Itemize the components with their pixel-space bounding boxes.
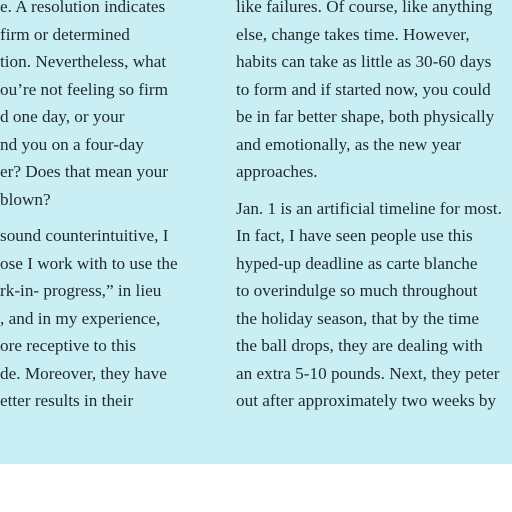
- text-line: to form and if started now, you could: [236, 79, 491, 99]
- text-line: and emotionally, as the new year: [236, 134, 462, 154]
- text-line: out after approximately two weeks by: [236, 391, 497, 410]
- text-line: habits can take as little as 30-60 days: [236, 52, 492, 71]
- text-line: ou’re not feeling so firm: [0, 79, 169, 99]
- page-background-below-panel: [0, 464, 512, 512]
- text-line: the ball drops, they are dealing with: [236, 336, 483, 355]
- text-line: de. Moreover, they have: [0, 363, 167, 383]
- right-text-column: [236, 0, 512, 415]
- text-line: hyped-up deadline as carte blanche: [236, 253, 478, 273]
- text-line: an extra 5-10 pounds. Next, they peter: [236, 363, 500, 383]
- text-line: firm or determined: [0, 24, 130, 44]
- text-line: ore receptive to this: [0, 336, 137, 355]
- text-line: tion. Nevertheless, what: [0, 52, 167, 71]
- text-line: be in far better shape, both physically: [236, 107, 495, 126]
- text-line: Jan. 1 is an artificial timeline for most.: [236, 198, 502, 218]
- text-line: ose I work with to use the: [0, 253, 178, 273]
- text-line: In fact, I have seen people use this: [236, 226, 473, 245]
- paragraph-gap: [0, 213, 210, 222]
- text-line: er? Does that mean your: [0, 162, 168, 181]
- text-line: nd you on a four-day: [0, 134, 144, 154]
- text-line: to overindulge so much throughout: [236, 281, 478, 300]
- text-line: etter results in their: [0, 391, 134, 410]
- text-line: sound counterintuitive, I: [0, 226, 169, 245]
- paragraph-gap: [236, 186, 512, 195]
- text-line: like failures. Of course, like anything: [236, 0, 493, 16]
- text-line: else, change takes time. However,: [236, 24, 470, 44]
- text-line: approaches.: [236, 162, 318, 181]
- text-line: the holiday season, that by the time: [236, 308, 479, 328]
- text-line: d one day, or your: [0, 107, 125, 126]
- text-line: , and in my experience,: [0, 308, 161, 328]
- left-text-column: [0, 0, 210, 415]
- text-line: blown?: [0, 189, 51, 209]
- text-line: e. A resolution indicates: [0, 0, 166, 16]
- text-line: rk-in- progress,” in lieu: [0, 281, 162, 300]
